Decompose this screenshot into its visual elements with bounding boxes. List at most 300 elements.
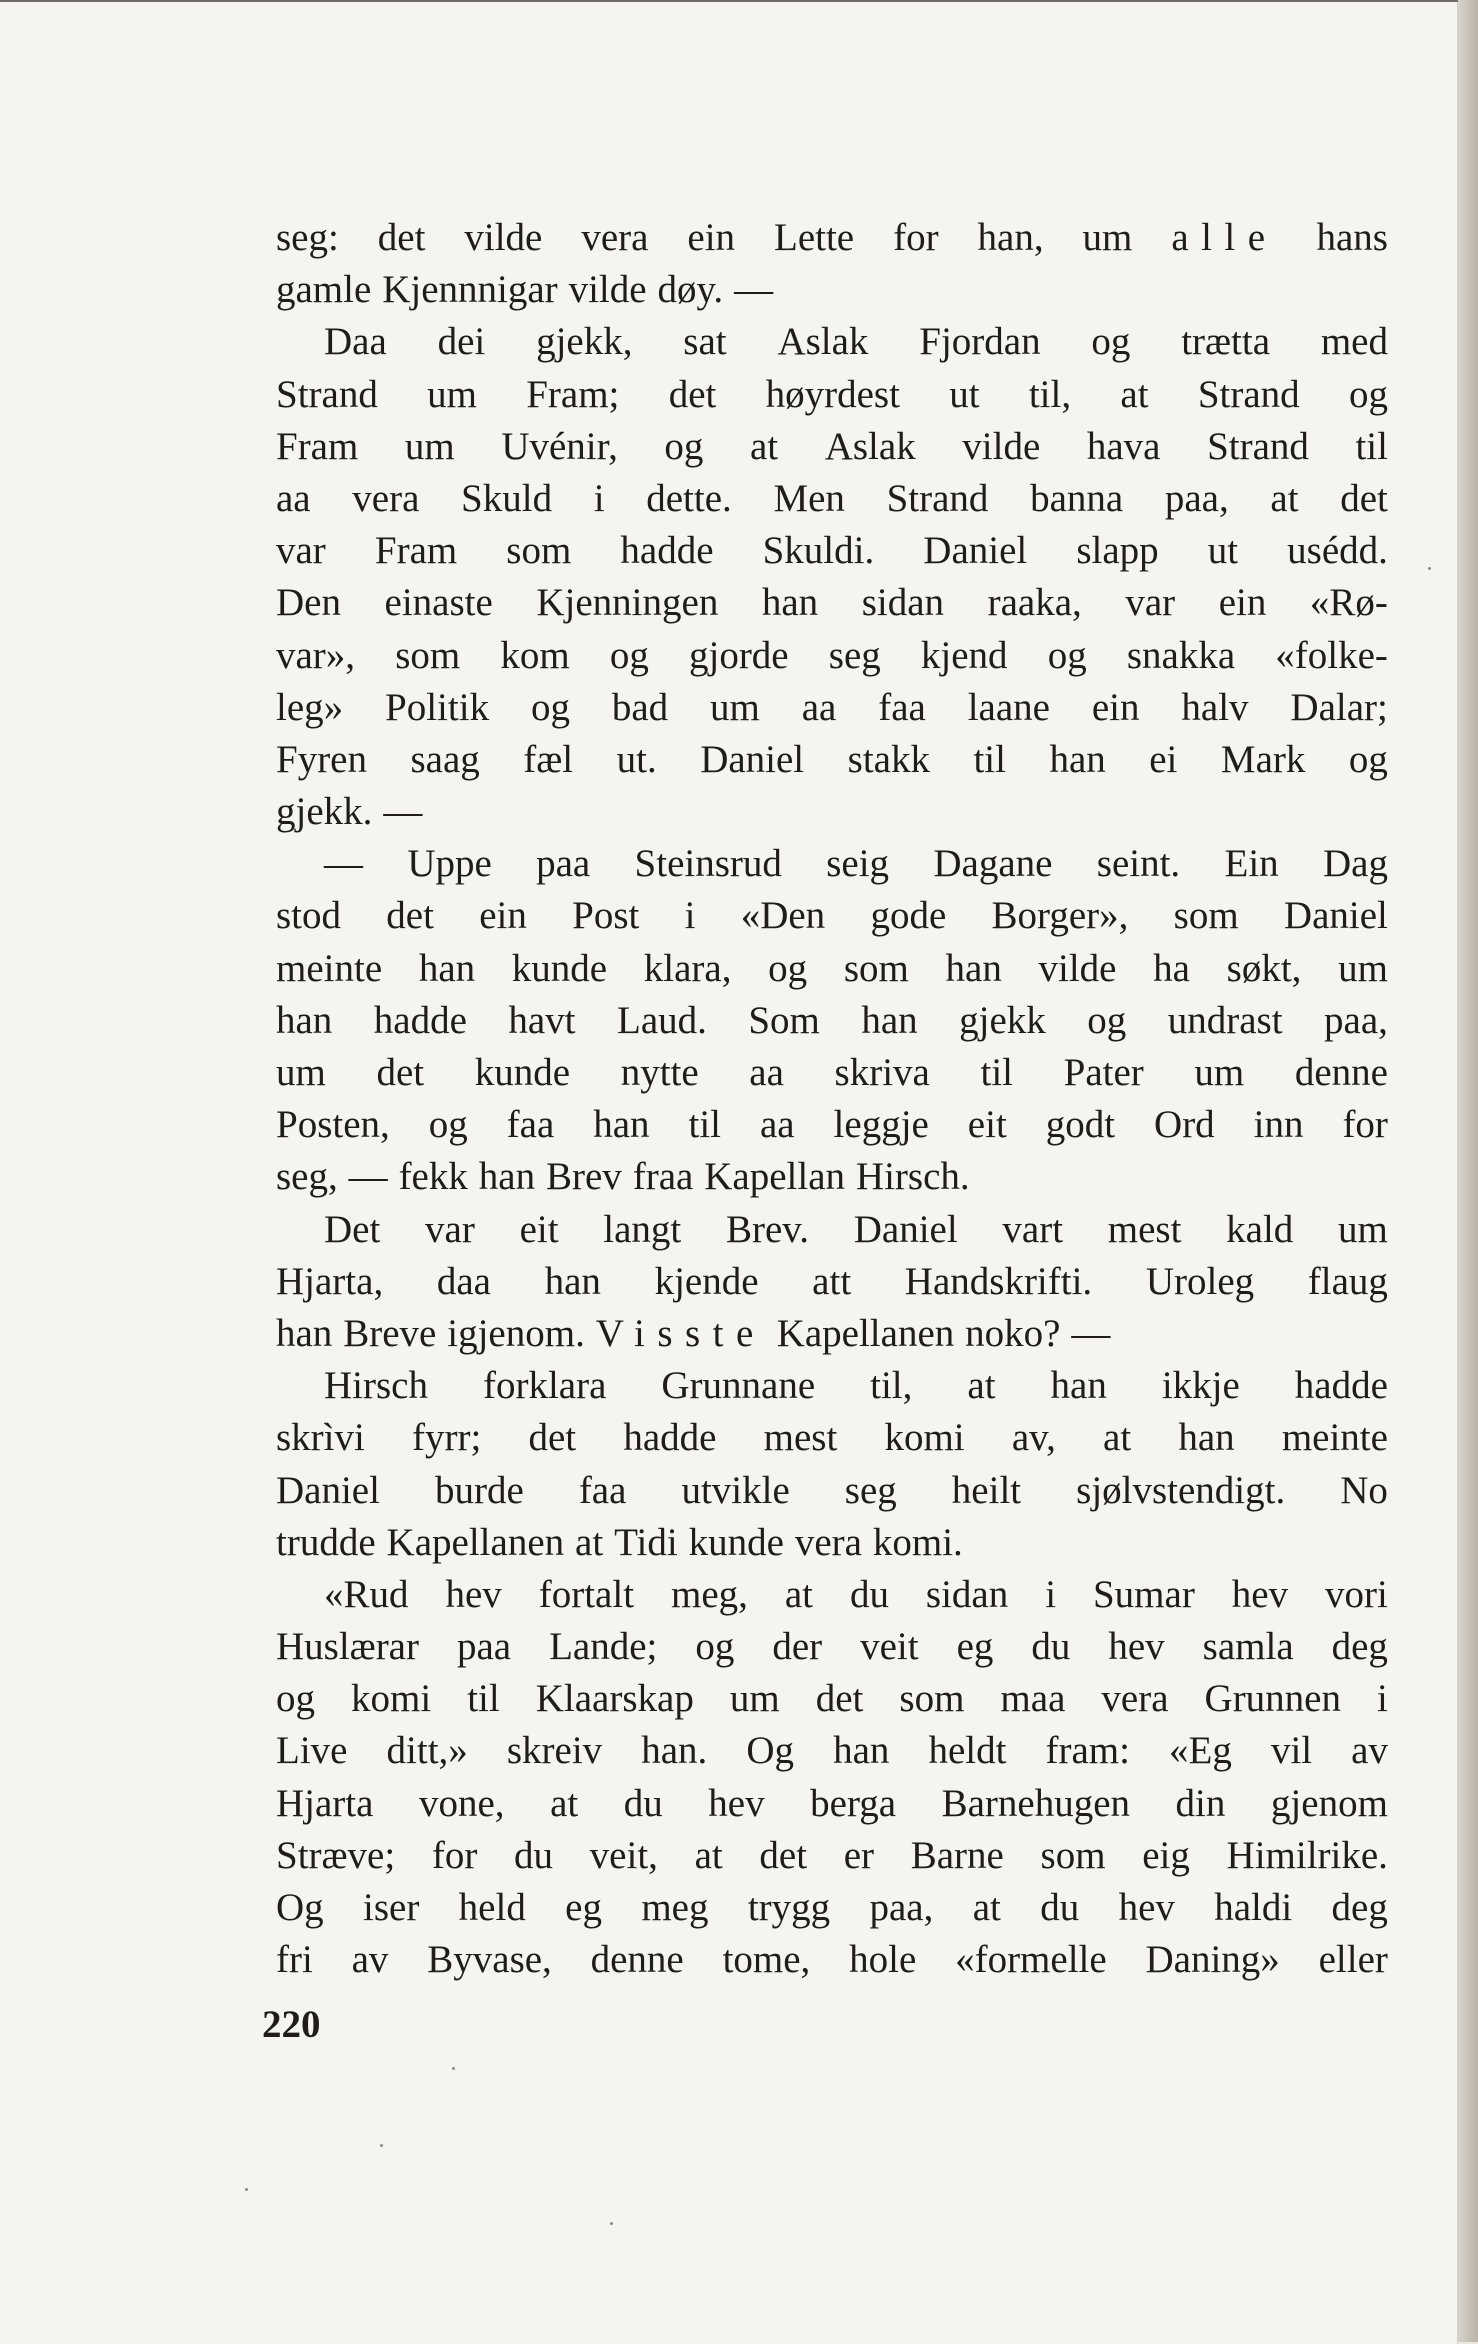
word: sidan (925, 1572, 1009, 1616)
word: — (734, 268, 774, 312)
word: sat (683, 320, 727, 364)
word: hadde (1294, 1364, 1388, 1408)
word: Kjennnigar (382, 268, 558, 312)
word: han (1049, 737, 1106, 781)
word: han (1178, 1416, 1235, 1460)
word: vil (1270, 1729, 1313, 1773)
word: at (575, 1520, 604, 1564)
word: og (1047, 633, 1087, 677)
word: veit, (589, 1833, 658, 1877)
word: ditt,» (386, 1729, 468, 1773)
word: Klaarskap (535, 1677, 694, 1721)
word: Stræve; (276, 1833, 396, 1877)
word: Men (773, 476, 845, 520)
word: gode (870, 894, 947, 938)
word: trygg (747, 1886, 831, 1929)
word: Grunnen (1204, 1677, 1341, 1721)
word: Mark (1220, 737, 1306, 781)
word: veit (860, 1625, 919, 1669)
word: kald (1226, 1207, 1294, 1251)
word: meinte (276, 946, 383, 990)
word: Sumar (1092, 1572, 1195, 1616)
word: um (1338, 1207, 1388, 1251)
word: haldi (1214, 1886, 1293, 1929)
word: seint. (1096, 842, 1181, 886)
word: leg» (276, 685, 344, 729)
word: kjende (654, 1259, 759, 1303)
word: gjekk. (276, 790, 373, 834)
word: Borger», (991, 894, 1129, 938)
word: faa (578, 1468, 627, 1512)
word: Og (746, 1729, 795, 1773)
word: av, (1011, 1416, 1056, 1460)
word: seg, (276, 1155, 338, 1199)
word: det (668, 372, 717, 416)
word: denne (1294, 1051, 1388, 1094)
word: han (478, 1155, 536, 1199)
word: som (1173, 894, 1239, 938)
word: paa, (1324, 998, 1388, 1042)
text-line (276, 525, 1388, 577)
word: berga (810, 1781, 897, 1825)
word: Daniel (923, 529, 1028, 573)
word: du (1031, 1625, 1071, 1669)
word: heldt (928, 1729, 1007, 1773)
word: Skuldi. (762, 529, 875, 573)
word: dette. (646, 476, 732, 520)
word: han (276, 1311, 333, 1355)
word: Live (276, 1729, 348, 1773)
word: og (428, 1103, 468, 1147)
word: Laud. (617, 998, 707, 1042)
word: um (276, 1051, 326, 1094)
word: bad (611, 685, 669, 729)
word: Kapellanen (386, 1520, 565, 1564)
word: seg (844, 1468, 897, 1512)
word: aa (759, 1103, 795, 1147)
word: leggje (833, 1103, 929, 1147)
text-line (276, 1047, 1388, 1099)
word: du (514, 1833, 553, 1877)
word: Kapellanen (776, 1311, 955, 1355)
word: søkt, (1226, 946, 1302, 990)
word: og (695, 1625, 735, 1669)
word: Dagane (933, 842, 1053, 886)
word: um (1194, 1051, 1245, 1094)
word: Daniel (700, 737, 805, 781)
word: snakka (1126, 633, 1236, 677)
word: Visste (595, 1311, 766, 1355)
word: for (431, 1833, 478, 1877)
word: det (376, 1051, 425, 1094)
word: slapp (1076, 529, 1159, 573)
word: eit (967, 1103, 1007, 1147)
word: dei (437, 320, 486, 364)
word: heilt (951, 1468, 1022, 1512)
word: gjekk, (536, 320, 633, 364)
word: paa, (1164, 476, 1229, 520)
word: fri (276, 1938, 313, 1982)
text-line (276, 1256, 1388, 1308)
word: — (383, 790, 423, 834)
word: Ord (1154, 1103, 1215, 1147)
word: din (1175, 1781, 1226, 1825)
word: Tidi (614, 1520, 678, 1564)
word: han, (977, 216, 1044, 259)
word: mest (763, 1416, 838, 1460)
text-line (276, 473, 1388, 525)
word: iser (363, 1886, 420, 1929)
paper-speck (380, 2144, 383, 2147)
text-line (276, 1673, 1388, 1725)
word: for (893, 216, 939, 259)
word: um (710, 685, 760, 729)
word: at (967, 1364, 996, 1408)
word: at (1120, 372, 1149, 416)
word: det (1340, 476, 1388, 520)
word: komi (884, 1416, 965, 1460)
word: som (899, 1677, 965, 1721)
word: igjenom. (447, 1311, 585, 1355)
word: til (688, 1103, 722, 1147)
word: ein (479, 894, 527, 938)
word: Som (748, 998, 820, 1042)
word: alle (1171, 216, 1278, 259)
text-line (276, 421, 1388, 473)
word: halv (1181, 685, 1249, 729)
text-line (276, 943, 1388, 995)
word: hadde (620, 529, 714, 573)
word: komi. (872, 1520, 963, 1564)
text-line (276, 1569, 1388, 1621)
word: Breve (343, 1311, 437, 1355)
word: eg (565, 1886, 602, 1929)
word: ein (1091, 685, 1140, 729)
word: ut. (616, 737, 657, 781)
word: Hirsch. (855, 1155, 970, 1199)
word: døy. (657, 268, 724, 312)
word: forklara (482, 1364, 607, 1408)
word: — (1071, 1311, 1111, 1355)
word: sidan (861, 581, 945, 625)
word: vilde (1038, 946, 1117, 990)
word: at (1103, 1416, 1132, 1460)
word: Pater (1063, 1051, 1144, 1094)
word: han (544, 1259, 601, 1303)
word: og (1348, 372, 1388, 416)
word: raaka, (987, 581, 1082, 625)
word: undrast (1167, 998, 1283, 1042)
word: Uroleg (1145, 1259, 1255, 1303)
word: kom (500, 633, 570, 677)
text-line (276, 1778, 1388, 1830)
word: faa (878, 685, 926, 729)
word: Fram; (526, 372, 620, 416)
word: seg: (276, 216, 339, 259)
word: Aslak (824, 424, 916, 468)
word: Huslærar (276, 1625, 419, 1669)
word: i (684, 894, 696, 938)
word: langt (603, 1207, 682, 1251)
word: Byvase, (427, 1938, 552, 1982)
word: fram: (1045, 1729, 1130, 1773)
word: høyrdest (765, 372, 900, 416)
word: og (276, 1677, 315, 1721)
word: Fram (276, 424, 359, 468)
word: Politik (385, 685, 490, 729)
word: No (1340, 1468, 1388, 1512)
word: at (784, 1572, 813, 1616)
word: ut (949, 372, 980, 416)
word: Fyren (276, 737, 367, 781)
word: klara, (643, 946, 732, 990)
text-line (276, 1204, 1388, 1256)
text-line (276, 316, 1388, 368)
word: til (980, 1051, 1013, 1094)
word: einaste (384, 581, 493, 625)
word: og (609, 633, 649, 677)
word: denne (590, 1938, 684, 1982)
word: var», (276, 633, 356, 677)
word: Og (276, 1886, 324, 1929)
word: fyrr; (412, 1416, 482, 1460)
word: hev (708, 1781, 765, 1825)
word: at (550, 1781, 579, 1825)
paper-speck (452, 2067, 455, 2070)
word: godt (1045, 1103, 1116, 1147)
word: han (593, 1103, 650, 1147)
word: Hirsch (324, 1364, 428, 1408)
word: ei (1149, 737, 1178, 781)
word: Barne (910, 1833, 1004, 1877)
word: at (749, 424, 779, 468)
text-line (276, 1412, 1388, 1464)
word: Post (572, 894, 640, 938)
word: vera (1101, 1677, 1169, 1721)
word: — (348, 1155, 388, 1199)
word: vera (581, 216, 649, 259)
word: Barnehugen (941, 1781, 1131, 1825)
word: at (694, 1833, 723, 1877)
paper-speck (245, 2188, 248, 2191)
body-text (276, 212, 1388, 1986)
word: hev (1108, 1625, 1165, 1669)
word: det (528, 1416, 577, 1460)
word: Lande; (549, 1625, 658, 1669)
word: og (768, 946, 808, 990)
word: ein (687, 216, 736, 259)
word: hev (1118, 1886, 1175, 1929)
word: var (1125, 581, 1176, 625)
text-line (276, 734, 1388, 786)
word: Brev. (725, 1207, 809, 1251)
word: sjølvstendigt. (1076, 1468, 1286, 1512)
word: Daniel (276, 1468, 380, 1512)
word: Lette (774, 216, 855, 259)
word: vart (1002, 1207, 1064, 1251)
text-line (276, 1151, 1388, 1203)
word: som (395, 633, 461, 677)
word: vori (1325, 1572, 1388, 1616)
text-line (276, 1465, 1388, 1517)
text-line (276, 1360, 1388, 1412)
page-number: 220 (262, 2003, 321, 2046)
word: aa (276, 476, 311, 520)
text-line (276, 1099, 1388, 1151)
word: han (418, 946, 476, 990)
word: og (530, 685, 570, 729)
text-line (276, 1934, 1388, 1986)
word: um (404, 424, 455, 468)
word: vilde (568, 268, 647, 312)
word: «folke- (1275, 633, 1388, 677)
word: i (1377, 1677, 1388, 1721)
text-line (276, 1882, 1388, 1934)
word: um (729, 1677, 780, 1721)
word: samla (1202, 1625, 1294, 1669)
word: usédd. (1287, 529, 1388, 573)
word: Dalar; (1290, 685, 1388, 729)
word: «Eg (1169, 1729, 1232, 1773)
word: held (458, 1886, 526, 1929)
text-line (276, 369, 1388, 421)
word: Brev (546, 1155, 622, 1199)
word: «Rud (324, 1572, 409, 1616)
word: i (1045, 1572, 1057, 1616)
word: Aslak (777, 320, 869, 364)
word: av (1351, 1729, 1388, 1773)
word: Ein (1224, 842, 1279, 886)
word: eit (519, 1207, 559, 1251)
word: Uvénir, (501, 424, 618, 468)
text-line (276, 786, 1388, 838)
word: han (861, 998, 918, 1042)
word: hole (849, 1938, 917, 1982)
word: noko? (965, 1311, 1061, 1355)
word: seg (828, 633, 881, 677)
word: Skuld (461, 476, 553, 520)
word: var (276, 529, 326, 573)
word: og (1348, 737, 1388, 781)
word: saag (410, 737, 480, 781)
word: burde (434, 1468, 524, 1512)
word: «formelle (955, 1938, 1107, 1982)
word: deg (1331, 1886, 1388, 1929)
word: skrìvi (276, 1416, 365, 1460)
text-line (276, 1517, 1388, 1569)
word: «Rø- (1309, 581, 1388, 625)
text-line (276, 1830, 1388, 1882)
word: um (427, 372, 477, 416)
text-line (276, 264, 1388, 316)
word: Posten, (276, 1103, 390, 1147)
word: komi (351, 1677, 432, 1721)
word: vera (794, 1520, 862, 1564)
word: til (973, 737, 1006, 781)
word: skreiv (506, 1729, 603, 1773)
word: Uppe (407, 842, 492, 886)
word: er (843, 1833, 875, 1877)
word: fraa (632, 1155, 694, 1199)
text-line (276, 838, 1388, 890)
word: ein (1218, 581, 1267, 625)
word: hava (1086, 424, 1161, 468)
text-line (276, 630, 1388, 682)
word: var (425, 1207, 475, 1251)
word: Daa (324, 320, 387, 364)
word: vilde (962, 424, 1041, 468)
word: til (1355, 424, 1388, 468)
word: gjenom (1270, 1781, 1388, 1825)
word: kunde (474, 1051, 571, 1094)
word: flaug (1307, 1259, 1388, 1303)
word: paa, (869, 1886, 934, 1929)
word: Strand (1207, 424, 1309, 468)
word: Hjarta (276, 1781, 374, 1825)
word: det (759, 1833, 808, 1877)
word: «Den (740, 894, 826, 938)
word: kunde (688, 1520, 784, 1564)
word: ikkje (1161, 1364, 1240, 1408)
word: Fram (374, 529, 458, 573)
word: av (351, 1938, 389, 1982)
word: daa (436, 1259, 491, 1303)
word: han. (641, 1729, 708, 1773)
word: han (276, 998, 333, 1042)
word: seig (826, 842, 890, 886)
word: gamle (276, 268, 372, 312)
word: Fjordan (919, 320, 1041, 364)
text-line (276, 890, 1388, 942)
word: paa (456, 1625, 512, 1669)
text-line (276, 577, 1388, 629)
word: det (377, 216, 426, 259)
word: nytte (620, 1051, 699, 1094)
word: fekk (398, 1155, 468, 1199)
word: trætta (1181, 320, 1271, 364)
word: for (1342, 1103, 1388, 1147)
word: um (1082, 216, 1133, 259)
word: Den (276, 581, 341, 625)
word: meinte (1281, 1416, 1388, 1460)
word: meg (641, 1886, 709, 1929)
paper-speck (610, 2222, 613, 2225)
word: vilde (464, 216, 543, 259)
word: Daniel (1283, 894, 1388, 938)
word: Daniel (853, 1207, 958, 1251)
word: ut (1207, 529, 1239, 573)
word: hans (1316, 216, 1388, 259)
word: og (1091, 320, 1131, 364)
text-line (276, 1308, 1388, 1360)
text-line (276, 1621, 1388, 1673)
word: Hjarta, (276, 1259, 384, 1303)
word: du (849, 1572, 889, 1616)
word: og (664, 424, 704, 468)
word: deg (1331, 1625, 1388, 1669)
word: fortalt (538, 1572, 635, 1616)
word: til, (870, 1364, 913, 1408)
word: mest (1107, 1207, 1182, 1251)
word: hadde (373, 998, 467, 1042)
word: i (593, 476, 605, 520)
word: faa (506, 1103, 555, 1147)
word: hadde (623, 1416, 717, 1460)
word: hev (445, 1572, 502, 1616)
word: det (386, 894, 434, 938)
word: att (812, 1259, 852, 1303)
word: havt (508, 998, 576, 1042)
